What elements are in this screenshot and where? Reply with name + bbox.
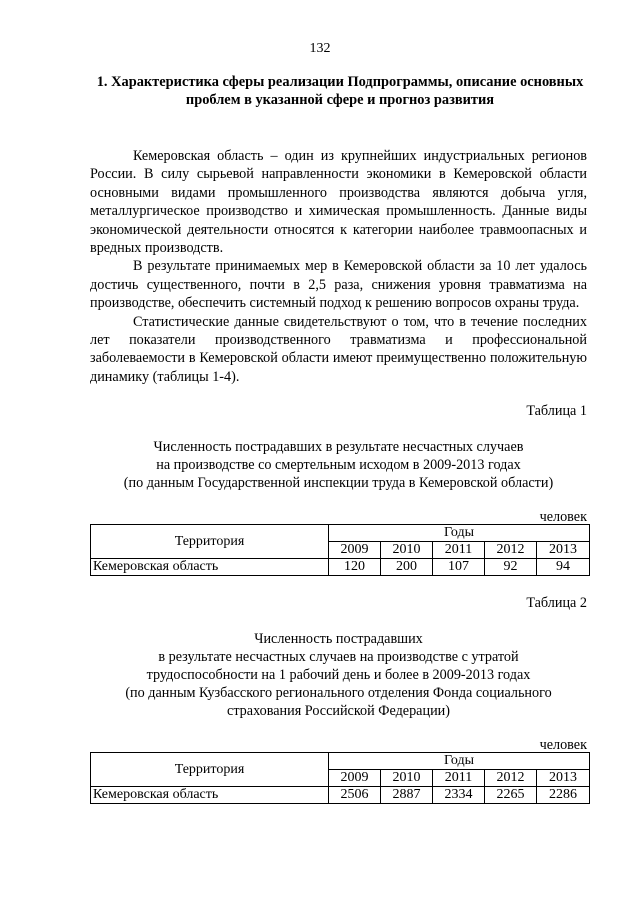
value-cell: 2286 bbox=[537, 787, 590, 804]
value-cell: 2265 bbox=[485, 787, 537, 804]
value-cell: 2334 bbox=[433, 787, 485, 804]
paragraph-3: Статистические данные свидетельствуют о том, что в течение последних лет показатели производственного травматизма и профессиональной заболеваемости в Кемеровской области имеют преимущественно положительную динамику (таблицы 1-4). bbox=[90, 313, 587, 385]
body-text bbox=[90, 147, 587, 386]
table2-title-line: (по данным Кузбасского регионального отделения Фонда социального bbox=[125, 685, 552, 701]
header-years: Годы bbox=[329, 525, 590, 542]
value-cell: 107 bbox=[433, 559, 485, 576]
table1-title-line: Численность пострадавших в результате несчастных случаев bbox=[153, 439, 524, 455]
year-cell: 2011 bbox=[433, 770, 485, 787]
table1-label: Таблица 1 bbox=[526, 403, 587, 419]
section-heading: 1. Характеристика сферы реализации Подпрограммы, описание основных проблем в указанной сфере и прогноз развития bbox=[96, 74, 584, 108]
year-cell: 2010 bbox=[381, 770, 433, 787]
value-cell: 2887 bbox=[381, 787, 433, 804]
table1-title-line: на производстве со смертельным исходом в 2009-2013 годах bbox=[156, 457, 521, 473]
header-years: Годы bbox=[329, 753, 590, 770]
row-territory-name: Кемеровская область bbox=[91, 559, 329, 576]
table1-unit: человек bbox=[539, 509, 587, 525]
table2-unit: человек bbox=[539, 737, 587, 753]
table-header-row bbox=[91, 525, 590, 542]
header-territory: Территория bbox=[91, 525, 329, 559]
table1-title bbox=[90, 438, 587, 492]
year-cell: 2013 bbox=[537, 542, 590, 559]
year-cell: 2012 bbox=[485, 542, 537, 559]
year-cell: 2009 bbox=[329, 770, 381, 787]
table1 bbox=[90, 524, 590, 576]
year-cell: 2012 bbox=[485, 770, 537, 787]
year-cell: 2013 bbox=[537, 770, 590, 787]
header-territory: Территория bbox=[91, 753, 329, 787]
table2-title-line: Численность пострадавших bbox=[254, 631, 423, 647]
year-cell: 2011 bbox=[433, 542, 485, 559]
value-cell: 94 bbox=[537, 559, 590, 576]
table2-title-line: трудоспособности на 1 рабочий день и более в 2009-2013 годах bbox=[146, 667, 531, 683]
paragraph-2: В результате принимаемых мер в Кемеровской области за 10 лет удалось достичь существенного, почти в 2,5 раза, снижения уровня травматизма на производстве, обеспечить системный подход к решению вопросов охраны труда. bbox=[90, 258, 587, 312]
table2-label: Таблица 2 bbox=[526, 595, 587, 611]
paragraph-1: Кемеровская область – один из крупнейших индустриальных регионов России. В силу сырьевой направленности экономики в Кемеровской области основными видами промышленного производства являются добыча угля, металлургическое производство и химическая промышленность. Данные виды экономической деятельности относятся к категории наиболее травмоопасных и вредных производств. bbox=[90, 148, 587, 257]
value-cell: 200 bbox=[381, 559, 433, 576]
year-cell: 2010 bbox=[381, 542, 433, 559]
table2-title-line: в результате несчастных случаев на производстве с утратой bbox=[158, 649, 519, 665]
year-cell: 2009 bbox=[329, 542, 381, 559]
table1-title-line: (по данным Государственной инспекции труда в Кемеровской области) bbox=[123, 475, 554, 491]
value-cell: 2506 bbox=[329, 787, 381, 804]
table-row bbox=[91, 787, 590, 804]
value-cell: 92 bbox=[485, 559, 537, 576]
value-cell: 120 bbox=[329, 559, 381, 576]
table2-title bbox=[90, 630, 587, 720]
table-row bbox=[91, 559, 590, 576]
table2 bbox=[90, 752, 590, 804]
table-header-row bbox=[91, 753, 590, 770]
page-number: 132 bbox=[309, 41, 331, 56]
table2-title-line: страхования Российской Федерации) bbox=[227, 703, 450, 719]
row-territory-name: Кемеровская область bbox=[91, 787, 329, 804]
